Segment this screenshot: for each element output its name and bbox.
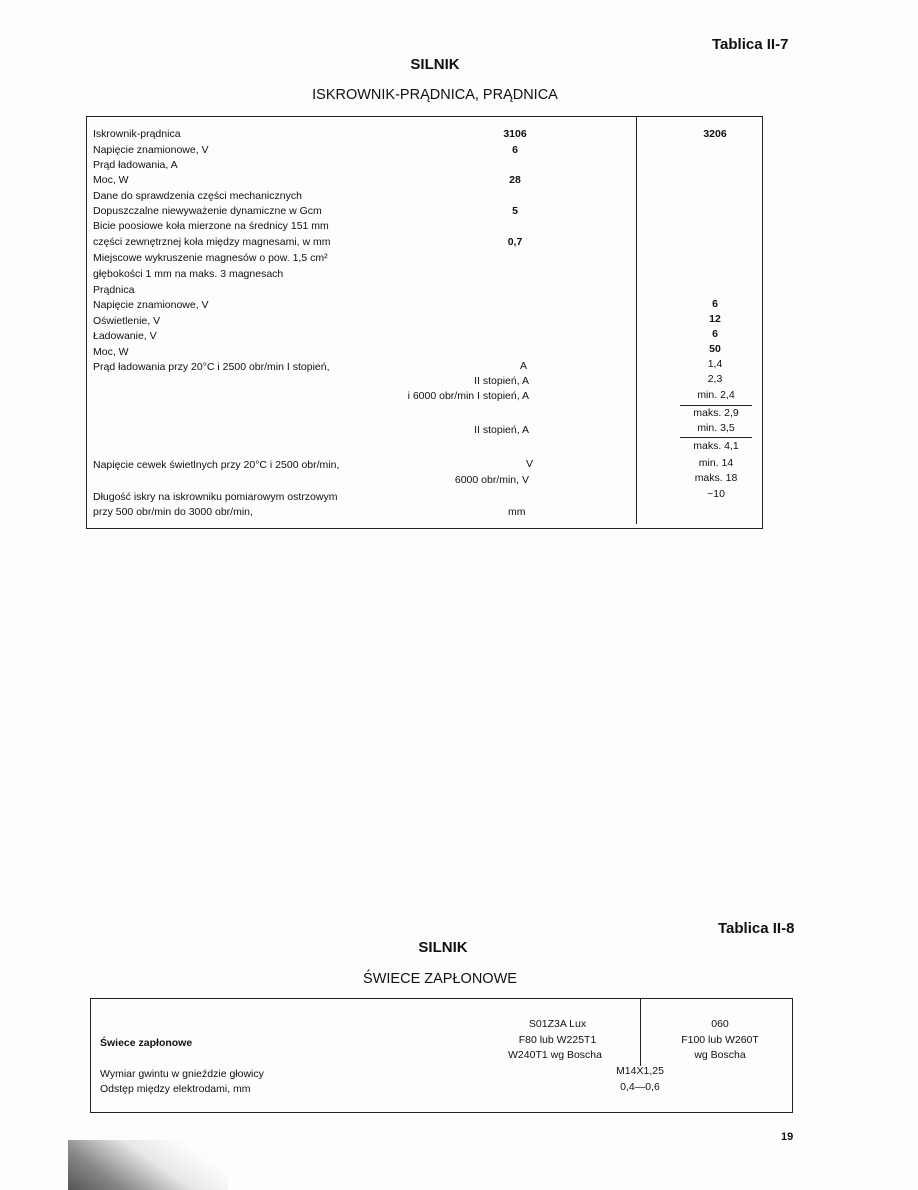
table1-row-text: Prąd ładowania, A	[93, 159, 178, 171]
table1-row-text: Dane do sprawdzenia części mechanicznych	[93, 190, 302, 202]
table2-row-text: Wymiar gwintu w gnieździe głowicy	[100, 1068, 264, 1080]
table1-value-3206: min. 14	[698, 457, 734, 469]
table1-sublabel: II stopień, A	[474, 375, 529, 387]
table2-col2-value: F100 lub W260T	[681, 1034, 759, 1046]
table1-value-3106: 28	[509, 174, 521, 186]
table1-value-3206: 6	[712, 328, 718, 340]
table1-label: Tablica II-7	[712, 36, 789, 53]
table1-sublabel: 6000 obr/min, V	[454, 474, 529, 486]
table1-value-3106: 0,7	[507, 236, 523, 248]
scan-shadow	[68, 1140, 228, 1190]
table1-row-text: Oświetlenie, V	[93, 315, 161, 327]
table2-row-text: Odstęp między elektrodami, mm	[100, 1083, 251, 1095]
table2-col1-value: S01Z3A Lux	[528, 1018, 587, 1030]
table1-unit: mm	[508, 506, 526, 518]
table1-unit: V	[526, 458, 534, 470]
table1-row-text: Moc, W	[93, 346, 129, 358]
table1-row-text: Moc, W	[93, 174, 129, 186]
table2-row-text: Świece zapłonowe	[100, 1037, 193, 1049]
table1-row-text: Miejscowe wykruszenie magnesów o pow. 1,5 cm²	[93, 252, 328, 264]
table1-row-text: Napięcie znamionowe, V	[93, 299, 209, 311]
table1-row-text: Prądnica	[93, 284, 135, 296]
table1-value-3206: min. 2,4	[697, 389, 735, 401]
table1-row-text: Iskrownik-prądnica	[93, 128, 181, 140]
table1-row-text: Ładowanie, V	[93, 330, 157, 342]
table1-row-text: przy 500 obr/min do 3000 obr/min,	[93, 506, 253, 518]
table1-sublabel: i 6000 obr/min I stopień, A	[407, 390, 529, 402]
table2-col1-value: F80 lub W225T1	[518, 1034, 597, 1046]
page-number: 19	[781, 1131, 794, 1143]
table1-value-3206: 2,3	[707, 373, 723, 385]
table1-value-3206: maks. 2,9	[693, 407, 739, 419]
table2-col2-value: wg Boscha	[694, 1049, 746, 1061]
table1-row-text: Prąd ładowania przy 20°C i 2500 obr/min I stopień,	[93, 361, 330, 373]
table1-value-3206: 50	[709, 343, 721, 355]
table1-value-3206: 3206	[703, 128, 727, 140]
table1-unit: A	[520, 360, 528, 372]
table1-title: SILNIK	[410, 56, 460, 73]
table1-row-text: części zewnętrznej koła między magnesami, w mm	[93, 236, 331, 248]
table2-subtitle: ŚWIECE ZAPŁONOWE	[363, 971, 517, 987]
table1-value-3206: ~10	[707, 488, 725, 500]
table2-col1-value: W240T1 wg Boscha	[508, 1049, 602, 1061]
table1-row-text: Długość iskry na iskrowniku pomiarowym ostrzowym	[93, 491, 338, 503]
table1-subtitle: ISKROWNIK-PRĄDNICA, PRĄDNICA	[312, 87, 558, 103]
table1-value-3206: 6	[712, 298, 718, 310]
table1-value-3106: 5	[512, 205, 518, 217]
table1-row-text: Napięcie znamionowe, V	[93, 144, 209, 156]
table1-row-text: Napięcie cewek świetlnych przy 20°C i 2500 obr/min,	[93, 459, 340, 471]
table1-value-3206: maks. 18	[694, 472, 738, 484]
table1-row-text: głębokości 1 mm na maks. 3 magnesach	[93, 268, 284, 280]
table1-value-3206: min. 3,5	[697, 422, 735, 434]
table1-value-3206: 12	[709, 313, 721, 325]
table1-value-3106: 3106	[503, 128, 527, 140]
table1-value-3206: 1,4	[707, 358, 723, 370]
table2-col2-value: 060	[711, 1018, 729, 1030]
table2-label: Tablica II-8	[718, 920, 795, 937]
table1-sublabel: II stopień, A	[474, 424, 529, 436]
table1-value-3106: 6	[512, 144, 518, 156]
table2-title: SILNIK	[418, 939, 468, 956]
table1-value-3206: maks. 4,1	[693, 440, 739, 452]
table1-row-text: Bicie poosiowe koła mierzone na średnicy 151 mm	[93, 220, 329, 232]
table2-shared-value: M14X1,25	[616, 1065, 664, 1077]
table2-shared-value: 0,4—0,6	[620, 1081, 660, 1093]
table1-row-text: Dopuszczalne niewyważenie dynamiczne w Gcm	[93, 205, 322, 217]
